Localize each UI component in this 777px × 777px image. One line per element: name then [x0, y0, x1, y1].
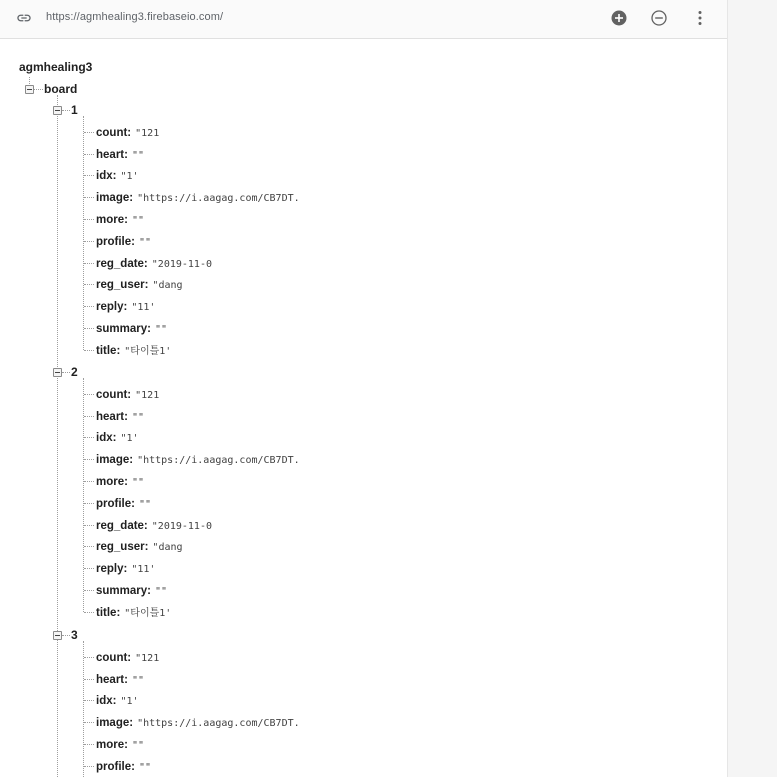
- field-row[interactable]: [96, 145, 144, 163]
- tree-connector: [84, 590, 94, 591]
- more-options-button[interactable]: [690, 8, 710, 28]
- tree-connector: [84, 546, 94, 547]
- root-node-label[interactable]: agmhealing3: [19, 60, 93, 74]
- tree-connector: [84, 459, 94, 460]
- field-value[interactable]: "": [138, 236, 152, 248]
- tree-connector: [62, 372, 70, 373]
- field-key: summary:: [96, 323, 151, 335]
- field-key: reply:: [96, 563, 128, 576]
- database-toolbar: [0, 0, 727, 39]
- field-row[interactable]: [96, 341, 171, 359]
- tree-connector: [84, 481, 94, 482]
- field-row[interactable]: [96, 581, 167, 599]
- field-value[interactable]: "": [131, 477, 144, 488]
- link-icon: [16, 10, 32, 26]
- tree-connector: [84, 744, 94, 745]
- field-value[interactable]: "": [131, 149, 144, 161]
- field-key: heart:: [96, 673, 128, 686]
- field-value[interactable]: "1': [120, 433, 139, 445]
- tree-connector: [34, 89, 43, 90]
- tree-connector: [84, 197, 94, 198]
- field-key: title:: [96, 344, 121, 357]
- field-row[interactable]: [96, 559, 155, 577]
- tree-connector: [84, 263, 94, 264]
- field-value[interactable]: "11': [131, 302, 156, 314]
- field-key: reg_date:: [96, 519, 148, 532]
- tree-connector: [83, 641, 84, 777]
- field-key: reply:: [96, 301, 128, 314]
- field-row[interactable]: [96, 713, 300, 731]
- entry-collapse-toggle[interactable]: [53, 106, 62, 115]
- database-url[interactable]: https://agmhealing3.firebaseio.com/: [46, 11, 224, 23]
- tree-connector: [84, 394, 94, 395]
- field-value[interactable]: "121: [135, 389, 160, 401]
- field-key: more:: [96, 476, 128, 488]
- add-child-button[interactable]: [609, 8, 629, 28]
- field-row[interactable]: [96, 450, 300, 468]
- field-value[interactable]: "": [131, 740, 144, 751]
- tree-connector: [84, 241, 94, 242]
- field-value[interactable]: "https://i.aagag.com/CB7DT.: [137, 455, 300, 467]
- field-key: title:: [96, 606, 121, 619]
- field-value[interactable]: "1': [120, 696, 139, 708]
- field-row[interactable]: [96, 297, 155, 315]
- field-row[interactable]: [96, 494, 151, 512]
- field-row[interactable]: [96, 670, 144, 688]
- tree-connector: [84, 525, 94, 526]
- field-row[interactable]: [96, 648, 159, 666]
- field-key: image:: [96, 717, 134, 730]
- field-value[interactable]: "2019-11-0: [151, 258, 212, 270]
- tree-connector: [84, 700, 94, 701]
- entry-collapse-toggle[interactable]: [53, 368, 62, 377]
- tree-connector: [62, 110, 70, 111]
- field-value[interactable]: "https://i.aagag.com/CB7DT.: [137, 193, 300, 205]
- field-value[interactable]: "dang: [152, 542, 183, 554]
- field-row[interactable]: [96, 407, 144, 425]
- field-key: count:: [96, 126, 132, 139]
- field-key: reg_date:: [96, 257, 148, 270]
- field-key: heart:: [96, 410, 128, 423]
- tree-connector: [84, 679, 94, 680]
- field-value[interactable]: "타이틀1': [124, 607, 172, 619]
- remove-circle-icon: [649, 8, 669, 28]
- remove-node-button[interactable]: [649, 8, 669, 28]
- board-node-label[interactable]: board: [44, 82, 78, 96]
- tree-connector: [84, 722, 94, 723]
- field-row[interactable]: [96, 166, 139, 184]
- field-key: count:: [96, 388, 132, 401]
- field-value[interactable]: "": [138, 498, 152, 510]
- tree-connector: [84, 175, 94, 176]
- tree-connector: [84, 306, 94, 307]
- field-key: profile:: [96, 497, 135, 510]
- entry-node-label[interactable]: 3: [71, 628, 78, 642]
- tree-connector: [57, 95, 58, 777]
- add-circle-icon: [609, 8, 629, 28]
- field-key: idx:: [96, 695, 117, 708]
- field-row[interactable]: [96, 757, 151, 775]
- tree-connector: [83, 116, 84, 350]
- tree-connector: [84, 416, 94, 417]
- entry-node-label[interactable]: 1: [71, 103, 78, 117]
- field-value[interactable]: "https://i.aagag.com/CB7DT.: [137, 718, 300, 730]
- field-row[interactable]: [96, 123, 159, 141]
- field-value[interactable]: "": [154, 324, 168, 335]
- tree-connector: [62, 635, 70, 636]
- tree-connector: [84, 284, 94, 285]
- field-value[interactable]: "타이틀1': [124, 345, 172, 357]
- tree-connector: [84, 437, 94, 438]
- board-collapse-toggle[interactable]: [25, 85, 34, 94]
- field-key: idx:: [96, 170, 117, 183]
- field-row[interactable]: [96, 210, 144, 228]
- field-key: profile:: [96, 235, 135, 248]
- field-key: summary:: [96, 585, 151, 597]
- field-value[interactable]: "dang: [152, 280, 183, 292]
- field-key: idx:: [96, 432, 117, 445]
- field-row[interactable]: [96, 232, 151, 250]
- field-value[interactable]: "": [138, 761, 152, 773]
- field-value[interactable]: "": [154, 586, 168, 597]
- field-value[interactable]: "2019-11-0: [151, 520, 212, 532]
- field-value[interactable]: "": [131, 215, 144, 226]
- tree-connector: [84, 154, 94, 155]
- field-key: reg_user:: [96, 279, 149, 292]
- field-row[interactable]: [96, 516, 212, 534]
- field-key: count:: [96, 651, 132, 664]
- field-row[interactable]: [96, 735, 144, 753]
- field-key: reg_user:: [96, 541, 149, 554]
- more-vert-icon: [690, 8, 710, 28]
- entry-collapse-toggle[interactable]: [53, 631, 62, 640]
- tree-connector: [83, 378, 84, 612]
- field-key: image:: [96, 454, 134, 467]
- tree-connector: [84, 503, 94, 504]
- field-row[interactable]: [96, 275, 183, 293]
- field-value[interactable]: "121: [135, 652, 160, 664]
- field-row[interactable]: [96, 428, 139, 446]
- field-row[interactable]: [96, 385, 159, 403]
- field-row[interactable]: [96, 472, 144, 490]
- field-row[interactable]: [96, 537, 183, 555]
- tree-connector: [84, 132, 94, 133]
- field-row[interactable]: [96, 188, 300, 206]
- tree-connector: [84, 328, 94, 329]
- tree-connector: [84, 219, 94, 220]
- field-key: image:: [96, 192, 134, 205]
- field-value[interactable]: "11': [131, 564, 156, 576]
- field-row[interactable]: [96, 603, 171, 621]
- field-key: more:: [96, 739, 128, 751]
- tree-connector: [84, 612, 94, 613]
- field-row[interactable]: [96, 691, 139, 709]
- field-value[interactable]: "1': [120, 171, 139, 183]
- field-row[interactable]: [96, 319, 167, 337]
- tree-connector: [84, 568, 94, 569]
- data-tree: [0, 38, 727, 777]
- field-value[interactable]: "": [131, 674, 144, 686]
- tree-connector: [84, 657, 94, 658]
- field-row[interactable]: [96, 254, 212, 272]
- tree-connector: [84, 766, 94, 767]
- field-value[interactable]: "": [131, 411, 144, 423]
- tree-connector: [84, 350, 94, 351]
- entry-node-label[interactable]: 2: [71, 365, 78, 379]
- field-value[interactable]: "121: [135, 127, 160, 139]
- right-sidebar-gutter: [727, 0, 777, 777]
- field-key: more:: [96, 214, 128, 226]
- field-key: heart:: [96, 148, 128, 161]
- field-key: profile:: [96, 760, 135, 773]
